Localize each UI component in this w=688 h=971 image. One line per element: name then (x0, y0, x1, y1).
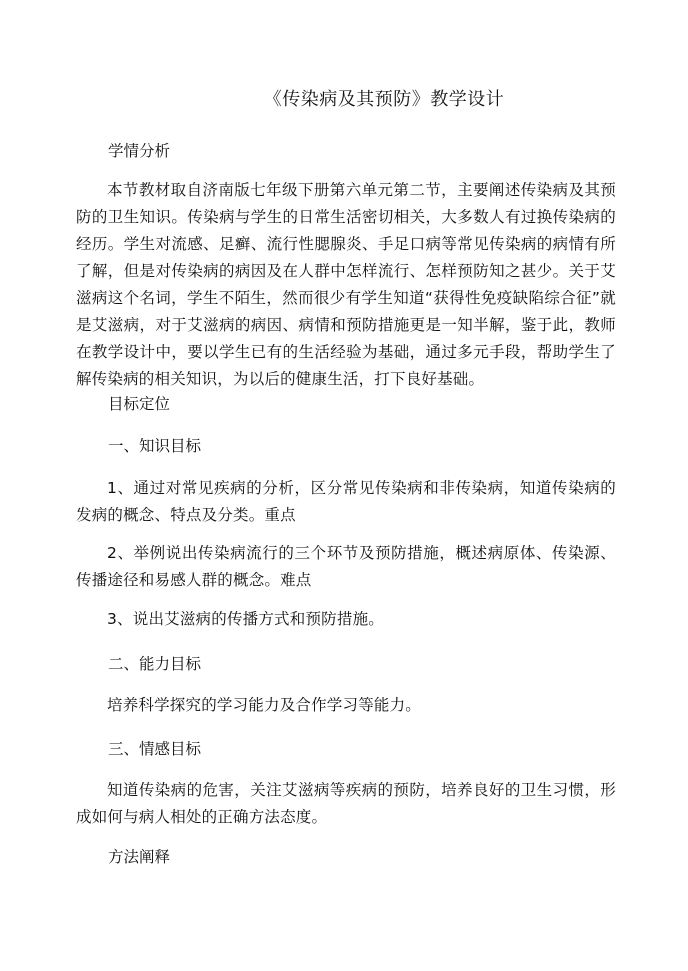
section-heading-method: 方法阐释 (108, 848, 171, 866)
knowledge-item-3: 3、说出艾滋病的传播方式和预防措施。 (107, 610, 384, 628)
knowledge-item-2: 2、举例说出传染病流行的三个环节及预防措施，概述病原体、传染源、传播途径和易感人群的概念。难点 (76, 544, 616, 589)
subheading-emotion: 三、情感目标 (108, 740, 202, 758)
section-heading-goals: 目标定位 (108, 395, 171, 413)
knowledge-item-1: 1、通过对常见疾病的分析，区分常见传染病和非传染病，知道传染病的发病的概念、特点及分类。重点 (76, 479, 616, 524)
document-title: 《传染病及其预防》教学设计 (263, 89, 505, 110)
paragraph-ability: 培养科学探究的学习能力及合作学习等能力。 (107, 696, 422, 714)
paragraph-situation: 本节教材取自济南版七年级下册第六单元第二节，主要阐述传染病及其预防的卫生知识。传染病与学生的日常生活密切相关，大多数人有过换传染病的经历。学生对流感、足癣、流行性腮腺炎、手足口病等常见传染病的病情有所了解，但是对传染病的病因及在人群中怎样流行、怎样预防知之甚少。关于艾滋病这个名词，学生不陌生，然而很少有学生知道“获得性免疫缺陷综合征”就是艾滋病，对于艾滋病的病因、病情和预防措施更是一知半解，鉴于此，教师在教学设计中，要以学生已有的生活经验为基础，通过多元手段，帮助学生了解传染病的相关知识，为以后的健康生活，打下良好基础。 (76, 181, 616, 388)
section-heading-situation: 学情分析 (108, 142, 171, 160)
paragraph-emotion: 知道传染病的危害，关注艾滋病等疾病的预防，培养良好的卫生习惯，形成如何与病人相处的正确方法态度。 (76, 781, 616, 826)
subheading-knowledge: 一、知识目标 (108, 437, 202, 455)
subheading-ability: 二、能力目标 (108, 655, 202, 673)
